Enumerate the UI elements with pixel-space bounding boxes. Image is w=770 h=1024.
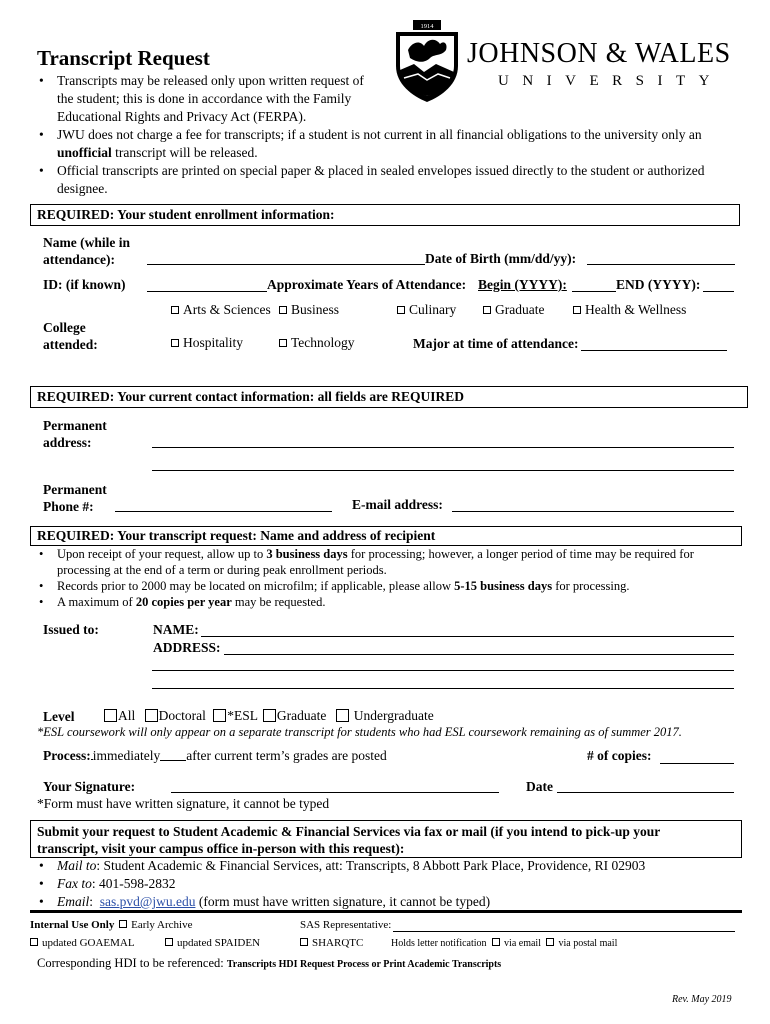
university-sub: UNIVERSITY	[498, 73, 723, 89]
request-item-microfilm: • Records prior to 2000 may be located on microfilm; if applicable, please allow 5-15 business days for processing.	[35, 578, 735, 594]
college-opt-technology[interactable]: Technology	[279, 335, 355, 351]
university-name: JOHNSON & WALES	[467, 38, 731, 69]
college-opt-culinary[interactable]: Culinary	[397, 302, 456, 318]
request-heading-box	[30, 526, 742, 546]
checkbox-icon[interactable]	[279, 339, 287, 347]
signature-note: *Form must have written signature, it cannot be typed	[37, 796, 330, 811]
signature-field[interactable]	[171, 792, 499, 793]
recipient-address-label: ADDRESS:	[153, 640, 221, 655]
college-opt-graduate[interactable]: Graduate	[483, 302, 544, 318]
date-label: Date	[526, 779, 553, 794]
checkbox-icon[interactable]	[145, 709, 158, 722]
address-field-2[interactable]	[152, 470, 734, 471]
process-label: Process:	[43, 748, 91, 763]
intro-item-fee: • JWU does not charge a fee for transcripts; if a student is not current in all financial obligations to the university only an unofficial transcript will be released.	[35, 126, 735, 162]
dob-label: Date of Birth (mm/dd/yy):	[425, 251, 577, 266]
enrollment-heading-box	[30, 204, 740, 226]
issued-label: Issued to:	[43, 622, 99, 637]
submit-item-mail: • Mail to: Student Academic & Financial Services, att: Transcripts, 8 Abbott Park Place, Providence, RI 02903	[35, 857, 735, 875]
submit-list	[35, 857, 735, 911]
end-label: END (YYYY):	[616, 277, 701, 292]
checkbox-icon[interactable]	[213, 709, 226, 722]
opt-via-email[interactable]: via email	[504, 938, 541, 949]
college-label: College attended:	[43, 320, 98, 352]
checkbox-icon[interactable]	[546, 938, 554, 946]
early-archive[interactable]: Early Archive	[131, 919, 193, 931]
recipient-address-field-2[interactable]	[152, 670, 734, 671]
checkbox-icon[interactable]	[300, 938, 308, 946]
page-title: Transcript Request	[37, 46, 210, 70]
checkbox-icon[interactable]	[119, 920, 127, 928]
college-opt-health[interactable]: Health & Wellness	[573, 302, 686, 318]
phone-field[interactable]	[115, 511, 332, 512]
level-label: Level	[43, 709, 75, 724]
opt-goaemal[interactable]: updated GOAEMAL	[30, 937, 135, 949]
recipient-address-field-1[interactable]	[224, 654, 734, 655]
level-opt-all[interactable]: All	[104, 708, 135, 723]
phone-label: Permanent Phone #:	[43, 482, 107, 514]
submit-item-email: • Email: sas.pvd@jwu.edu (form must have written signature, it cannot be typed)	[35, 893, 735, 911]
checkbox-icon[interactable]	[336, 709, 349, 722]
email-field[interactable]	[452, 511, 734, 512]
process-row	[43, 748, 387, 764]
internal-row-1: Internal Use Only Early Archive	[30, 919, 193, 931]
recipient-address-field-3[interactable]	[152, 688, 734, 689]
signature-label: Your Signature:	[43, 779, 136, 794]
id-field[interactable]	[147, 291, 267, 292]
begin-label: Begin (YYYY):	[478, 277, 567, 292]
checkbox-icon[interactable]	[263, 709, 276, 722]
years-label: Approximate Years of Attendance:	[267, 277, 467, 292]
intro-item-official: • Official transcripts are printed on special paper & placed in sealed envelopes issued directly to the student or authorized designee.	[35, 162, 735, 198]
checkbox-icon[interactable]	[30, 938, 38, 946]
end-field[interactable]	[703, 291, 734, 292]
request-item-timing: • Upon receipt of your request, allow up to 3 business days for processing; however, a longer period of time may be required for processing at the end of a term or during peak enrollment periods.	[35, 546, 735, 578]
sas-rep-label: SAS Representative:	[300, 919, 392, 931]
level-opt-doctoral[interactable]: Doctoral	[145, 708, 206, 723]
checkbox-icon[interactable]	[171, 339, 179, 347]
level-opt-graduate[interactable]: Graduate	[263, 708, 326, 723]
intro-item-ferpa: • Transcripts may be released only upon written request of the student; this is done in accordance with the Family Educational Rights and Privacy Act (FERPA).	[35, 72, 735, 126]
level-opt-esl[interactable]: *ESL	[213, 708, 257, 723]
request-list	[35, 546, 735, 610]
opt-sharqtc[interactable]: SHARQTC	[300, 937, 363, 949]
request-item-max: • A maximum of 20 copies per year may be requested.	[35, 594, 735, 610]
level-options	[104, 708, 434, 724]
recipient-name-label: NAME:	[153, 622, 199, 637]
svg-text:1914: 1914	[420, 23, 434, 30]
address-field-1[interactable]	[152, 447, 734, 448]
email-label: E-mail address:	[352, 497, 443, 512]
address-label: Permanent address:	[43, 418, 107, 450]
internal-divider	[30, 910, 742, 913]
process-immediately[interactable]: immediately	[92, 748, 161, 763]
email-link[interactable]: sas.pvd@jwu.edu	[99, 894, 196, 909]
checkbox-icon[interactable]	[165, 938, 173, 946]
esl-note: *ESL coursework will only appear on a separate transcript for students who had ESL coursework remaining as of summer 2017.	[37, 725, 682, 739]
opt-spaiden[interactable]: updated SPAIDEN	[165, 937, 260, 949]
dob-field[interactable]	[587, 264, 735, 265]
sas-rep-field[interactable]	[393, 931, 735, 932]
date-field[interactable]	[557, 792, 734, 793]
major-label: Major at time of attendance:	[413, 336, 579, 351]
submit-item-fax: • Fax to: 401-598-2832	[35, 875, 735, 893]
recipient-name-field[interactable]	[201, 636, 734, 637]
college-opt-hospitality[interactable]: Hospitality	[171, 335, 243, 351]
name-field[interactable]	[147, 264, 425, 265]
revision-date: Rev. May 2019	[672, 994, 732, 1005]
contact-heading: REQUIRED: Your current contact information: all fields are REQUIRED	[37, 389, 464, 404]
request-heading: REQUIRED: Your transcript request: Name and address of recipient	[37, 528, 436, 543]
copies-field[interactable]	[660, 763, 734, 764]
enrollment-heading: REQUIRED: Your student enrollment information:	[37, 207, 335, 222]
checkbox-icon[interactable]	[104, 709, 117, 722]
checkbox-icon[interactable]	[483, 306, 491, 314]
copies-label: # of copies:	[587, 748, 652, 763]
name-label: Name (while in attendance):	[43, 235, 130, 267]
checkbox-icon[interactable]	[397, 306, 405, 314]
process-after-term[interactable]: after current term’s grades are posted	[186, 748, 387, 763]
submit-heading-box	[30, 820, 742, 858]
checkbox-icon[interactable]	[279, 306, 287, 314]
checkbox-icon[interactable]	[171, 306, 179, 314]
opt-via-postal[interactable]: via postal mail	[558, 938, 618, 949]
hdi-reference: Corresponding HDI to be referenced: Transcripts HDI Request Process or Print Academic Transcripts	[37, 956, 502, 970]
process-blank[interactable]	[160, 760, 186, 761]
checkbox-icon[interactable]	[573, 306, 581, 314]
college-opt-business[interactable]: Business	[279, 302, 339, 318]
checkbox-icon[interactable]	[492, 938, 500, 946]
begin-field[interactable]	[572, 291, 616, 292]
level-opt-undergraduate[interactable]: Undergraduate	[336, 708, 434, 723]
id-label: ID: (if known)	[43, 277, 126, 292]
college-opt-arts[interactable]: Arts & Sciences	[171, 302, 271, 318]
major-field[interactable]	[581, 350, 727, 351]
submit-heading: Submit your request to Student Academic & Financial Services via fax or mail (if you intend to pick-up your transcript, visit your campus office in-person with this request):	[37, 824, 661, 856]
holds-row: Holds letter notification via email via postal mail	[391, 938, 618, 949]
intro-list	[35, 72, 735, 198]
contact-heading-box	[30, 386, 748, 408]
